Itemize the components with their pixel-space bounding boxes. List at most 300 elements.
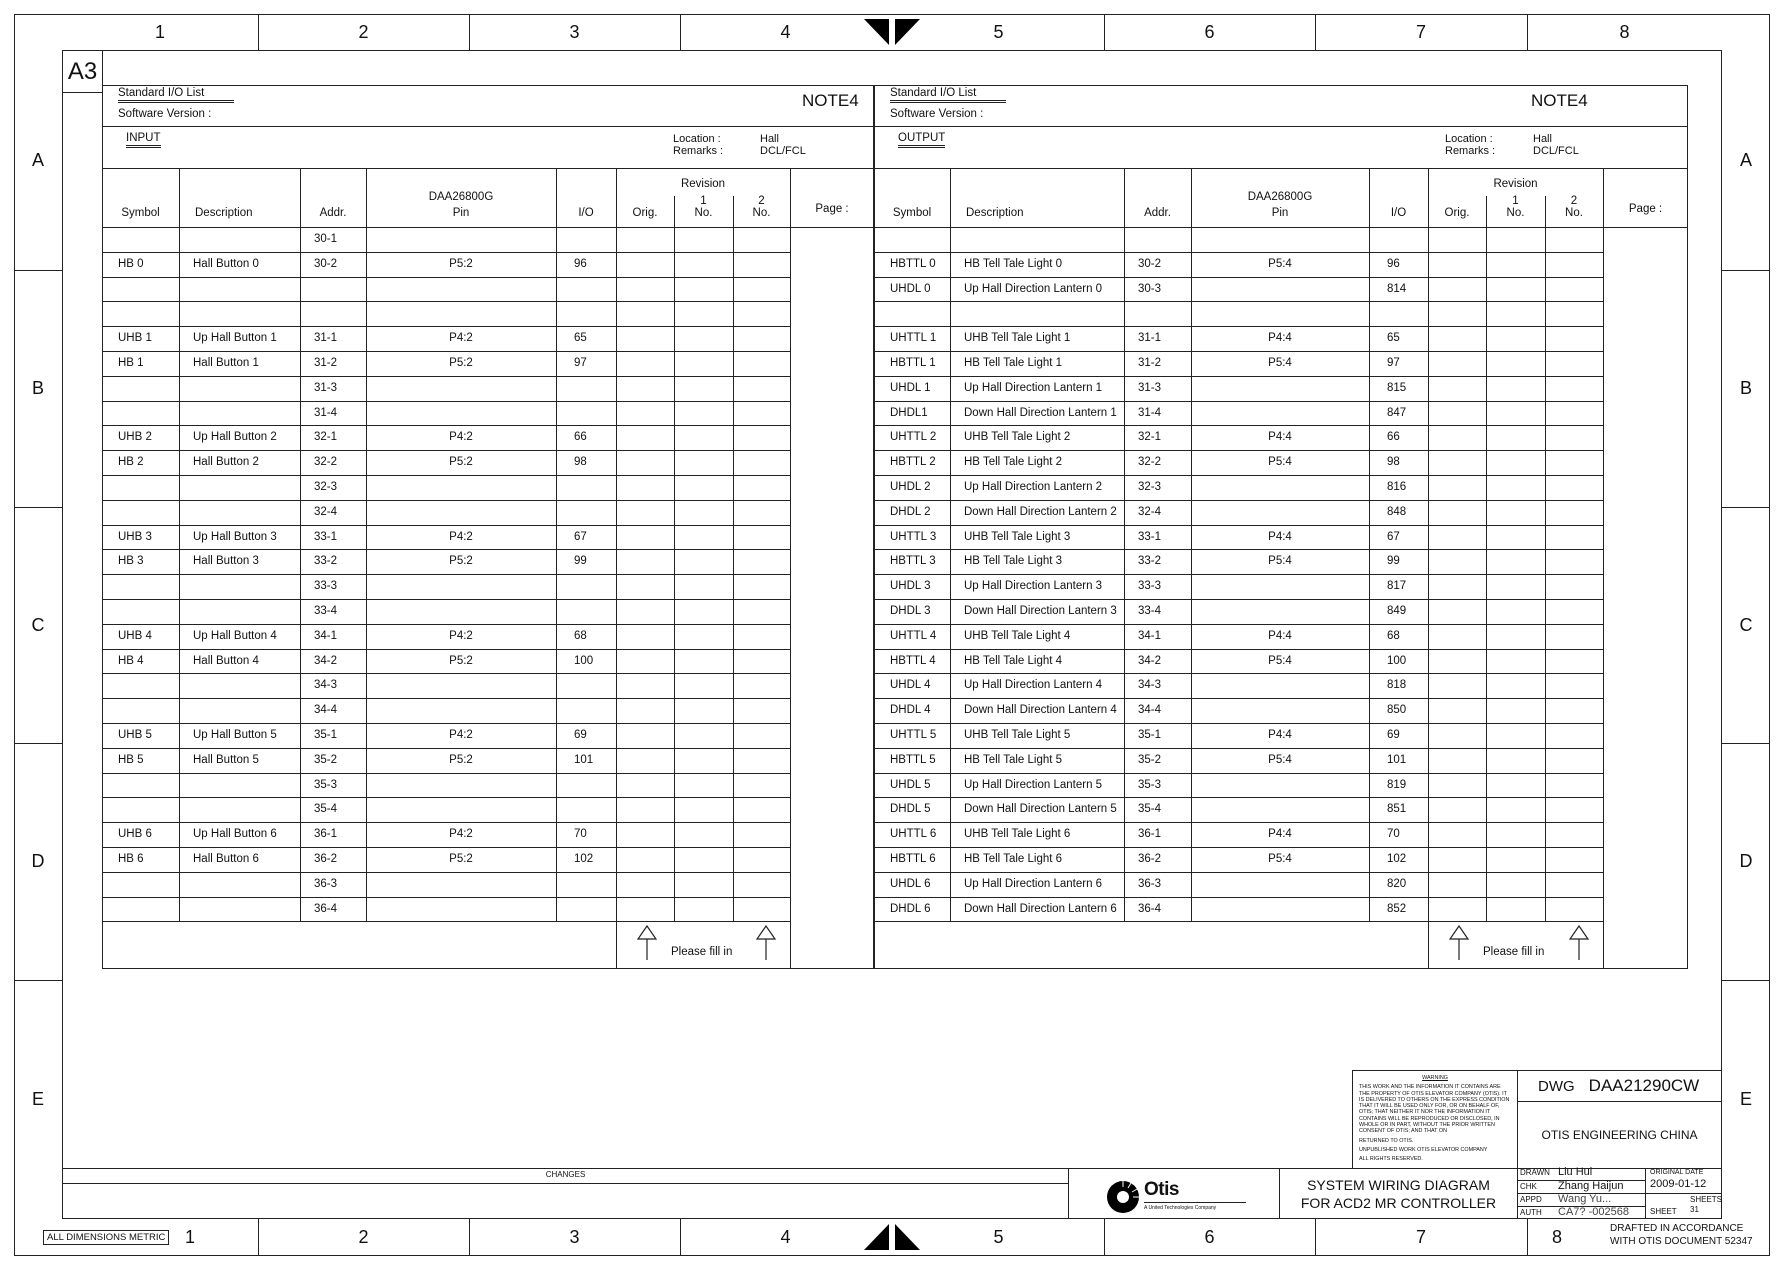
output-cell-description: Down Hall Direction Lantern 4	[964, 704, 1117, 717]
output-cell-addr: 35-4	[1138, 803, 1162, 816]
input-cell-description: Hall Button 5	[193, 753, 259, 766]
input-cell-addr: 36-3	[314, 877, 338, 890]
output-cell-symbol: UHDL 3	[890, 580, 931, 593]
input-cell-io: 99	[574, 555, 587, 568]
input-header-pin-top: DAA26800G	[428, 191, 494, 203]
dwg-box	[1517, 1070, 1722, 1102]
input-cell-addr: 35-4	[314, 803, 338, 816]
output-cell-io: 67	[1387, 530, 1400, 543]
warning-text: THIS WORK AND THE INFORMATION IT CONTAINS ARE THE PROPERTY OF OTIS ELEVATOR COMPANY (OTIS). IT IS DELIVERED TO OTHERS ON THE EXPRESS CONDITION THAT IT WILL BE USED ONLY FOR, OR ON BEHALF OF, OTIS; THAT NEITHER IT NOR THE INFORMATION IT CONTAINS WILL BE REPRODUCED OR DISCLOSED, IN WHOLE OR IN PART, WITHOUT THE PRIOR WRITTEN CONSENT OF OTIS; AND THAT ON	[1359, 1084, 1510, 1135]
output-cell-io: 69	[1387, 729, 1400, 741]
output-cell-io: 814	[1387, 282, 1407, 295]
output-cell-io: 101	[1387, 753, 1407, 766]
input-cell-io: 69	[574, 729, 587, 741]
appd-value: Wang Yu...	[1558, 1193, 1612, 1205]
input-cell-pin: P5:2	[449, 753, 473, 766]
output-cell-addr: 33-3	[1138, 580, 1162, 593]
input-header-revision: Revision	[680, 178, 726, 190]
input-remarks-value: DCL/FCL	[760, 145, 806, 157]
output-cell-pin: P5:4	[1268, 357, 1292, 369]
input-cell-description: Hall Button 1	[193, 357, 259, 369]
output-list-title: Standard I/O List	[890, 87, 1006, 103]
output-cell-symbol: UHTTL 3	[890, 530, 937, 543]
input-cell-description: Up Hall Button 5	[193, 729, 277, 741]
input-cell-symbol: UHB 2	[118, 431, 152, 444]
output-cell-io: 816	[1387, 481, 1407, 493]
output-cell-symbol: DHDL 5	[890, 803, 931, 816]
input-cell-pin: P4:2	[449, 431, 473, 444]
input-cell-addr: 36-1	[314, 828, 338, 841]
input-list-title: Standard I/O List	[118, 87, 234, 103]
input-cell-io: 101	[574, 753, 594, 766]
zone-col-6-bottom: 6	[1204, 1227, 1215, 1247]
output-cell-io: 851	[1387, 803, 1407, 816]
output-cell-symbol: DHDL 6	[890, 902, 931, 915]
drafted-line-1: DRAFTED IN ACCORDANCE	[1610, 1223, 1744, 1234]
input-cell-addr: 31-4	[314, 406, 338, 419]
input-cell-addr: 35-2	[314, 753, 338, 766]
output-cell-symbol: DHDL 2	[890, 505, 931, 518]
output-cell-pin: P4:4	[1268, 530, 1292, 543]
zone-col-5-bottom: 5	[993, 1227, 1004, 1247]
input-header-rev2-num: 2	[758, 195, 765, 207]
input-header-symbol: Symbol	[121, 207, 160, 219]
output-cell-addr: 35-1	[1138, 729, 1162, 741]
sheets-label: SHEETS	[1690, 1195, 1723, 1204]
drawing-title-box	[1279, 1168, 1518, 1219]
output-cell-io: 847	[1387, 406, 1407, 419]
output-cell-io: 850	[1387, 704, 1407, 717]
output-location-value: Hall	[1533, 133, 1552, 145]
chk-value: Zhang Haijun	[1558, 1180, 1624, 1192]
sheet-label: SHEET	[1650, 1207, 1677, 1216]
input-cell-description: Hall Button 6	[193, 853, 259, 865]
output-header-description: Description	[966, 207, 1024, 219]
output-cell-description: UHB Tell Tale Light 1	[964, 332, 1071, 345]
input-section-label: INPUT	[126, 132, 161, 148]
output-cell-symbol: HBTTL 3	[890, 555, 936, 568]
input-cell-pin: P5:2	[449, 357, 473, 369]
output-cell-symbol: UHDL 4	[890, 679, 931, 692]
output-cell-addr: 33-1	[1138, 530, 1162, 543]
zone-col-3: 3	[569, 21, 580, 42]
input-cell-addr: 36-2	[314, 853, 338, 865]
output-cell-addr: 30-2	[1138, 257, 1162, 270]
input-cell-addr: 33-2	[314, 555, 338, 568]
output-cell-symbol: UHTTL 2	[890, 431, 937, 444]
warning-rights: ALL RIGHTS RESERVED.	[1359, 1156, 1423, 1163]
input-cell-io: 66	[574, 431, 587, 444]
zone-row-c-left: C	[31, 614, 45, 635]
input-location-label: Location :	[673, 133, 721, 145]
otis-logo-icon	[1105, 1179, 1141, 1215]
input-cell-addr: 34-2	[314, 654, 338, 667]
input-cell-addr: 34-3	[314, 679, 338, 692]
input-cell-symbol: HB 4	[118, 654, 144, 667]
zone-col-2-bottom: 2	[358, 1227, 369, 1247]
zone-row-c-right: C	[1739, 614, 1753, 635]
output-header-pin: Pin	[1271, 207, 1289, 219]
zone-col-8: 8	[1619, 21, 1630, 42]
input-cell-addr: 33-1	[314, 530, 338, 543]
zone-col-5: 5	[993, 21, 1004, 42]
output-cell-description: Up Hall Direction Lantern 5	[964, 778, 1103, 791]
output-header-rev2: No.	[1565, 207, 1583, 219]
output-cell-addr: 32-4	[1138, 505, 1162, 518]
input-cell-addr: 36-4	[314, 902, 338, 915]
output-cell-description: UHB Tell Tale Light 4	[964, 629, 1071, 642]
output-cell-description: HB Tell Tale Light 2	[964, 456, 1063, 469]
input-cell-description: Up Hall Button 6	[193, 828, 277, 841]
output-cell-io: 820	[1387, 877, 1407, 890]
input-remarks-label: Remarks :	[673, 145, 724, 157]
input-cell-symbol: HB 2	[118, 456, 144, 469]
output-cell-symbol: UHDL 0	[890, 282, 931, 295]
arrow-up-icon	[1568, 925, 1590, 961]
output-cell-description: HB Tell Tale Light 4	[964, 654, 1063, 667]
output-cell-addr: 36-4	[1138, 902, 1162, 915]
output-cell-description: Up Hall Direction Lantern 2	[964, 481, 1103, 493]
output-cell-pin: P5:4	[1268, 853, 1292, 865]
input-cell-addr: 35-3	[314, 778, 338, 791]
output-please-fill-in-note: Please fill in	[1483, 946, 1545, 959]
input-cell-pin: P5:2	[449, 654, 473, 667]
output-location-label: Location :	[1445, 133, 1493, 145]
input-note: NOTE4	[802, 91, 859, 110]
input-cell-addr: 32-3	[314, 481, 338, 493]
zone-col-2: 2	[358, 21, 369, 42]
output-cell-io: 100	[1387, 654, 1407, 667]
zone-row-d-left: D	[31, 851, 45, 871]
output-remarks-label: Remarks :	[1445, 145, 1496, 157]
output-header-symbol: Symbol	[892, 207, 932, 219]
drawing-title-line-1: SYSTEM WIRING DIAGRAM	[1307, 1176, 1490, 1193]
arrow-up-icon	[755, 925, 777, 961]
output-cell-pin: P4:4	[1268, 729, 1292, 741]
output-cell-symbol: HBTTL 5	[890, 753, 936, 766]
logo-text: Otis	[1144, 1179, 1179, 1200]
input-cell-pin: P5:2	[449, 456, 473, 469]
input-cell-io: 102	[574, 853, 594, 865]
input-cell-addr: 30-1	[314, 233, 338, 245]
input-cell-io: 96	[574, 257, 587, 270]
zone-row-d-right: D	[1739, 851, 1753, 871]
input-cell-description: Hall Button 2	[193, 456, 259, 469]
input-cell-pin: P4:2	[449, 530, 473, 543]
output-software-version: Software Version :	[890, 108, 984, 120]
output-cell-symbol: HBTTL 6	[890, 853, 936, 865]
output-cell-description: UHB Tell Tale Light 2	[964, 431, 1071, 444]
output-header-page: Page :	[1628, 203, 1663, 215]
zone-row-a-right: A	[1739, 149, 1752, 170]
warning-unpublished: UNPUBLISHED WORK OTIS ELEVATOR COMPANY	[1359, 1146, 1488, 1153]
output-cell-description: Down Hall Direction Lantern 5	[964, 803, 1117, 816]
output-cell-io: 65	[1387, 332, 1400, 345]
output-cell-io: 819	[1387, 778, 1407, 791]
zone-row-b-left: B	[31, 378, 44, 398]
output-cell-symbol: UHTTL 6	[890, 828, 937, 841]
warning-box	[1352, 1070, 1518, 1169]
input-header-orig: Orig.	[632, 207, 658, 219]
output-cell-pin: P4:4	[1268, 332, 1292, 345]
input-header-pin: Pin	[452, 207, 470, 219]
output-cell-symbol: HBTTL 1	[890, 357, 936, 369]
output-cell-io: 815	[1387, 381, 1407, 394]
output-cell-symbol: UHDL 2	[890, 481, 931, 493]
output-header-rev1: No.	[1506, 207, 1525, 219]
warning-returned: RETURNED TO OTIS.	[1359, 1137, 1414, 1144]
output-cell-addr: 36-1	[1138, 828, 1162, 841]
output-header-rev1-num: 1	[1512, 195, 1519, 207]
centering-mark-bottom-icon	[862, 1222, 922, 1252]
logo-box	[1068, 1168, 1280, 1219]
drawing-title-line-2: FOR ACD2 MR CONTROLLER	[1300, 1194, 1497, 1211]
output-cell-io: 97	[1387, 357, 1400, 369]
input-cell-io: 70	[574, 828, 587, 841]
input-cell-description: Hall Button 4	[193, 654, 259, 667]
arrow-up-icon	[1448, 925, 1470, 961]
input-cell-pin: P5:2	[449, 257, 473, 270]
output-cell-addr: 33-2	[1138, 555, 1162, 568]
input-cell-symbol: UHB 1	[118, 332, 152, 345]
output-header-revision: Revision	[1493, 178, 1538, 190]
zone-col-6: 6	[1204, 21, 1215, 42]
warning-title: WARNING	[1422, 1075, 1448, 1081]
original-date-value: 2009-01-12	[1650, 1178, 1707, 1190]
input-cell-symbol: HB 0	[118, 257, 144, 270]
output-header-io: I/O	[1390, 207, 1407, 219]
input-header-io: I/O	[578, 207, 594, 219]
output-cell-pin: P5:4	[1268, 654, 1292, 667]
input-cell-io: 65	[574, 332, 587, 345]
changes-label: CHANGES	[545, 1170, 586, 1179]
output-cell-symbol: DHDL 3	[890, 605, 931, 617]
zone-col-4: 4	[780, 21, 791, 42]
input-cell-symbol: HB 3	[118, 555, 144, 568]
output-cell-description: HB Tell Tale Light 3	[964, 555, 1063, 568]
zone-col-7: 7	[1415, 21, 1426, 42]
zone-col-1-bottom: 1	[184, 1227, 195, 1247]
input-cell-addr: 33-4	[314, 605, 338, 617]
zone-col-3-bottom: 3	[569, 1227, 580, 1247]
output-cell-addr: 36-2	[1138, 853, 1162, 865]
output-cell-description: HB Tell Tale Light 6	[964, 853, 1063, 865]
output-cell-description: HB Tell Tale Light 0	[964, 257, 1063, 270]
input-cell-io: 68	[574, 629, 587, 642]
output-cell-description: Down Hall Direction Lantern 1	[964, 406, 1117, 419]
input-software-version: Software Version :	[118, 108, 212, 120]
output-cell-description: Up Hall Direction Lantern 1	[964, 381, 1103, 394]
output-header-pin-top: DAA26800G	[1247, 191, 1313, 203]
sheet-size-box	[62, 50, 103, 93]
output-cell-symbol: UHDL 6	[890, 877, 931, 890]
output-cell-addr: 35-2	[1138, 753, 1162, 766]
output-cell-symbol: DHDL 4	[890, 704, 931, 717]
output-cell-addr: 34-2	[1138, 654, 1162, 667]
input-cell-addr: 34-4	[314, 704, 338, 717]
output-cell-symbol: DHDL1	[890, 406, 928, 419]
input-header-description: Description	[195, 207, 253, 219]
output-cell-addr: 33-4	[1138, 605, 1162, 617]
output-cell-symbol: HBTTL 2	[890, 456, 936, 469]
output-section-label: OUTPUT	[898, 132, 945, 148]
input-cell-description: Up Hall Button 1	[193, 332, 277, 345]
input-cell-io: 100	[574, 654, 594, 667]
auth-value: CA7? -002568	[1558, 1206, 1629, 1218]
output-cell-description: UHB Tell Tale Light 3	[964, 530, 1071, 543]
output-cell-pin: P5:4	[1268, 257, 1292, 270]
output-cell-description: HB Tell Tale Light 1	[964, 357, 1063, 369]
output-cell-description: HB Tell Tale Light 5	[964, 753, 1063, 766]
zone-row-a-left: A	[31, 149, 44, 170]
input-header-addr: Addr.	[319, 207, 347, 219]
input-cell-addr: 31-3	[314, 381, 338, 394]
output-cell-addr: 34-3	[1138, 679, 1162, 692]
output-cell-io: 849	[1387, 605, 1407, 617]
drawn-value: Liu Hui	[1558, 1166, 1593, 1178]
output-cell-addr: 30-3	[1138, 282, 1162, 295]
output-cell-addr: 32-1	[1138, 431, 1162, 444]
input-cell-pin: P4:2	[449, 332, 473, 345]
output-cell-pin: P5:4	[1268, 555, 1292, 568]
input-cell-description: Up Hall Button 3	[193, 530, 277, 543]
company-name: OTIS ENGINEERING CHINA	[1541, 1128, 1698, 1142]
input-cell-addr: 35-1	[314, 729, 338, 741]
output-cell-addr: 31-4	[1138, 406, 1162, 419]
input-cell-io: 97	[574, 357, 587, 369]
zone-row-e-right: E	[1739, 1089, 1752, 1109]
original-date-label: ORIGINAL DATE	[1650, 1169, 1704, 1176]
input-cell-symbol: UHB 5	[118, 729, 152, 741]
output-cell-addr: 31-3	[1138, 381, 1162, 394]
input-cell-pin: P4:2	[449, 629, 473, 642]
output-cell-io: 70	[1387, 828, 1400, 841]
output-cell-addr: 31-2	[1138, 357, 1162, 369]
output-cell-symbol: UHTTL 5	[890, 729, 937, 741]
output-cell-pin: P4:4	[1268, 629, 1292, 642]
centering-mark-top-icon	[862, 17, 922, 47]
output-cell-addr: 31-1	[1138, 332, 1162, 345]
input-header-page: Page :	[815, 203, 849, 215]
output-cell-io: 852	[1387, 902, 1407, 915]
zone-col-4-bottom: 4	[780, 1227, 791, 1247]
output-cell-addr: 32-3	[1138, 481, 1162, 493]
sheet-size-label: A3	[67, 57, 98, 85]
output-cell-io: 68	[1387, 629, 1400, 642]
output-cell-symbol: HBTTL 4	[890, 654, 936, 667]
dwg-label: DWG	[1538, 1077, 1575, 1095]
output-cell-io: 98	[1387, 456, 1400, 469]
input-cell-symbol: UHB 6	[118, 828, 152, 841]
input-cell-addr: 33-3	[314, 580, 338, 593]
input-cell-symbol: HB 1	[118, 357, 144, 369]
output-cell-description: Down Hall Direction Lantern 3	[964, 605, 1117, 617]
output-cell-description: Down Hall Direction Lantern 6	[964, 902, 1117, 915]
output-cell-description: Up Hall Direction Lantern 4	[964, 679, 1103, 692]
output-header-orig: Orig.	[1444, 207, 1470, 219]
input-cell-io: 98	[574, 456, 587, 469]
auth-label: AUTH	[1520, 1208, 1542, 1217]
output-cell-addr: 35-3	[1138, 778, 1162, 791]
input-cell-pin: P5:2	[449, 555, 473, 568]
output-cell-description: Up Hall Direction Lantern 3	[964, 580, 1103, 593]
input-cell-addr: 32-2	[314, 456, 338, 469]
output-cell-addr: 34-1	[1138, 629, 1162, 642]
input-cell-description: Up Hall Button 2	[193, 431, 277, 444]
output-remarks-value: DCL/FCL	[1533, 145, 1579, 157]
output-cell-io: 99	[1387, 555, 1400, 568]
appd-label: APPD	[1520, 1195, 1542, 1204]
input-cell-pin: P5:2	[449, 853, 473, 865]
input-cell-addr: 34-1	[314, 629, 338, 642]
output-cell-description: Up Hall Direction Lantern 6	[964, 877, 1103, 890]
input-cell-pin: P4:2	[449, 828, 473, 841]
zone-col-1: 1	[154, 21, 165, 42]
arrow-up-icon	[636, 925, 658, 961]
output-note: NOTE4	[1531, 91, 1588, 110]
output-cell-symbol: UHTTL 1	[890, 332, 937, 345]
output-cell-io: 848	[1387, 505, 1407, 518]
output-cell-pin: P4:4	[1268, 431, 1292, 444]
sheet-value: 31	[1690, 1205, 1699, 1214]
zone-col-8-bottom: 8	[1551, 1227, 1562, 1247]
output-cell-addr: 36-3	[1138, 877, 1162, 890]
output-cell-symbol: HBTTL 0	[890, 257, 936, 270]
output-cell-addr: 34-4	[1138, 704, 1162, 717]
input-cell-symbol: UHB 4	[118, 629, 152, 642]
output-cell-io: 66	[1387, 431, 1400, 444]
input-cell-addr: 31-1	[314, 332, 338, 345]
input-location-value: Hall	[760, 133, 779, 145]
input-cell-symbol: HB 5	[118, 753, 144, 766]
output-cell-io: 817	[1387, 580, 1407, 593]
output-cell-io: 96	[1387, 257, 1400, 270]
output-cell-description: UHB Tell Tale Light 5	[964, 729, 1071, 741]
input-cell-addr: 30-2	[314, 257, 338, 270]
input-please-fill-in-note: Please fill in	[671, 946, 733, 959]
input-header-rev1: No.	[694, 207, 713, 219]
output-cell-description: Up Hall Direction Lantern 0	[964, 282, 1103, 295]
output-header-rev2-num: 2	[1570, 195, 1578, 207]
logo-tagline: A United Technologies Company	[1144, 1205, 1217, 1211]
input-header-rev1-num: 1	[700, 195, 707, 207]
input-cell-addr: 31-2	[314, 357, 338, 369]
company-box	[1517, 1101, 1722, 1169]
output-cell-symbol: UHTTL 4	[890, 629, 937, 642]
input-cell-description: Hall Button 0	[193, 257, 259, 270]
input-cell-description: Up Hall Button 4	[193, 629, 277, 642]
input-header-rev2: No.	[752, 207, 771, 219]
output-cell-io: 818	[1387, 679, 1407, 692]
dimensions-note: ALL DIMENSIONS METRIC	[43, 1230, 169, 1245]
chk-label: CHK	[1520, 1182, 1537, 1191]
input-cell-pin: P4:2	[449, 729, 473, 741]
drafted-line-2: WITH OTIS DOCUMENT 52347	[1610, 1236, 1753, 1247]
output-cell-addr: 32-2	[1138, 456, 1162, 469]
output-cell-symbol: UHDL 5	[890, 778, 931, 791]
output-cell-pin: P5:4	[1268, 753, 1292, 766]
zone-row-b-right: B	[1739, 378, 1752, 398]
zone-row-e-left: E	[31, 1089, 44, 1109]
output-cell-description: UHB Tell Tale Light 6	[964, 828, 1071, 841]
drafted-note	[1610, 1222, 1753, 1248]
input-cell-symbol: UHB 3	[118, 530, 152, 543]
input-cell-addr: 32-1	[314, 431, 338, 444]
output-header-addr: Addr.	[1144, 207, 1171, 219]
output-cell-description: Down Hall Direction Lantern 2	[964, 505, 1117, 518]
output-cell-pin: P5:4	[1268, 456, 1292, 469]
input-cell-addr: 32-4	[314, 505, 338, 518]
